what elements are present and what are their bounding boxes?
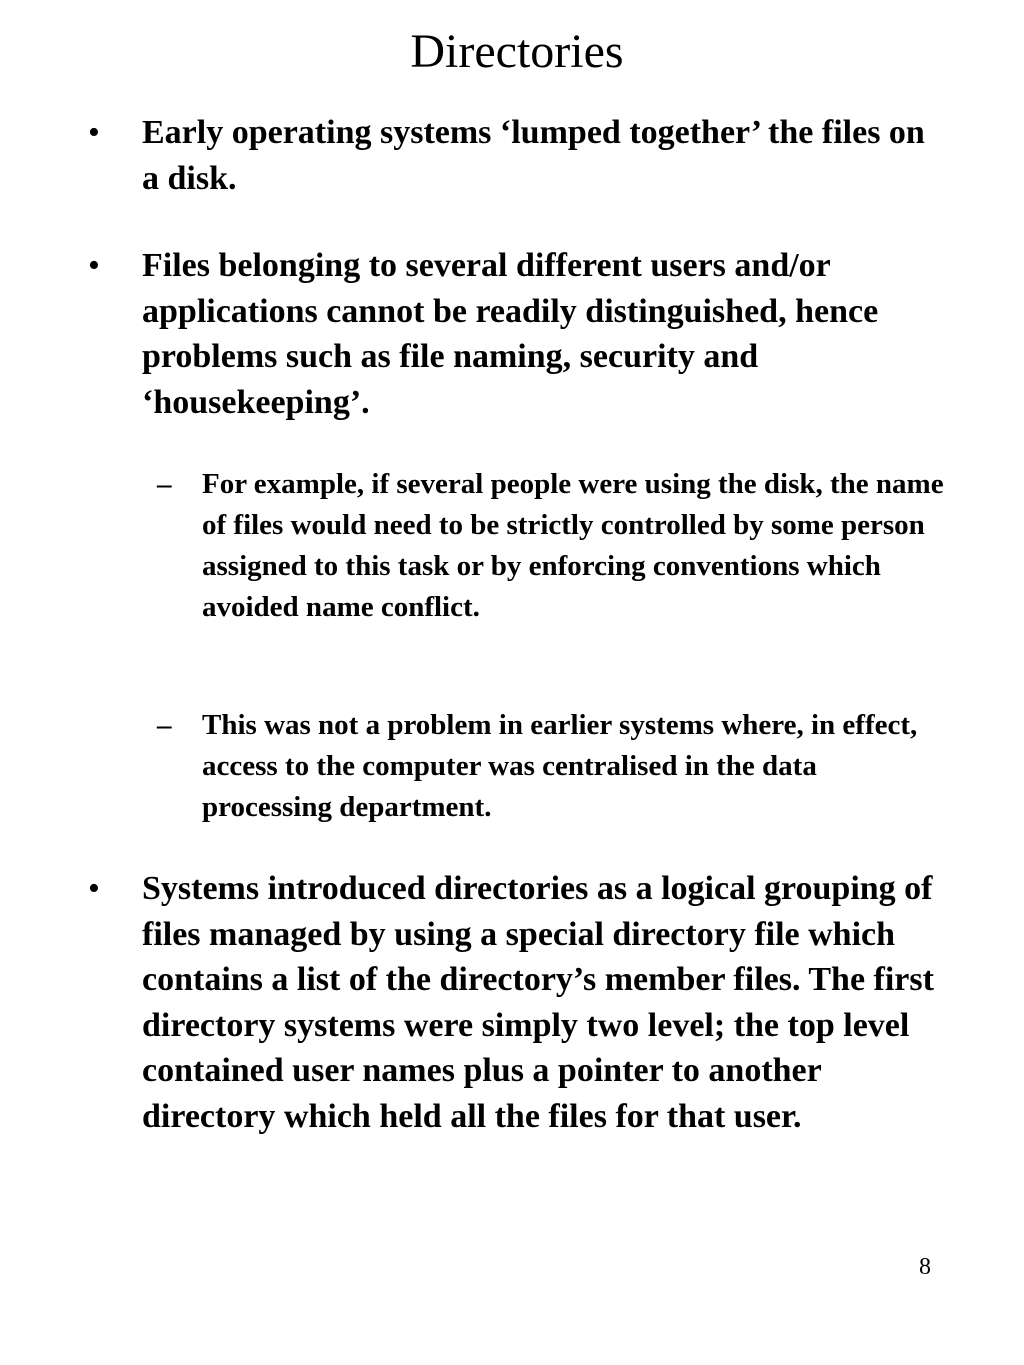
bullet-item-1: [88, 110, 948, 201]
bullet-item-3: [88, 866, 948, 1139]
bullet-text: Early operating systems ‘lumped together’ the files on a disk.: [142, 114, 925, 197]
sub-bullet-text: For example, if several people were using the disk, the name of files would need to be strictly controlled by some person assigned to this task or by enforcing conventions which avoided name conflict.: [202, 468, 944, 623]
dash-marker: –: [157, 709, 172, 741]
sub-bullet-text: This was not a problem in earlier systems where, in effect, access to the computer was centralised in the data processing department.: [202, 709, 918, 823]
bullet-marker: •: [88, 870, 100, 907]
bullet-item-2: [88, 243, 948, 425]
bullet-text: Systems introduced directories as a logical grouping of files managed by using a special directory file which contains a list of the directory’s member files. The first directory systems were simply two level; the top level contained user names plus a pointer to another directory which held all the files for that user.: [142, 870, 934, 1135]
dash-marker: –: [157, 468, 172, 500]
slide-title: Directories: [410, 25, 624, 78]
page-number: 8: [919, 1254, 931, 1280]
sub-bullet-item-1: [157, 464, 947, 628]
bullet-marker: •: [88, 247, 100, 284]
bullet-marker: •: [88, 114, 100, 151]
bullet-text: Files belonging to several different users and/or applications cannot be readily distinguished, hence problems such as file naming, security and ‘housekeeping’.: [142, 247, 879, 421]
sub-bullet-item-2: [157, 705, 947, 828]
